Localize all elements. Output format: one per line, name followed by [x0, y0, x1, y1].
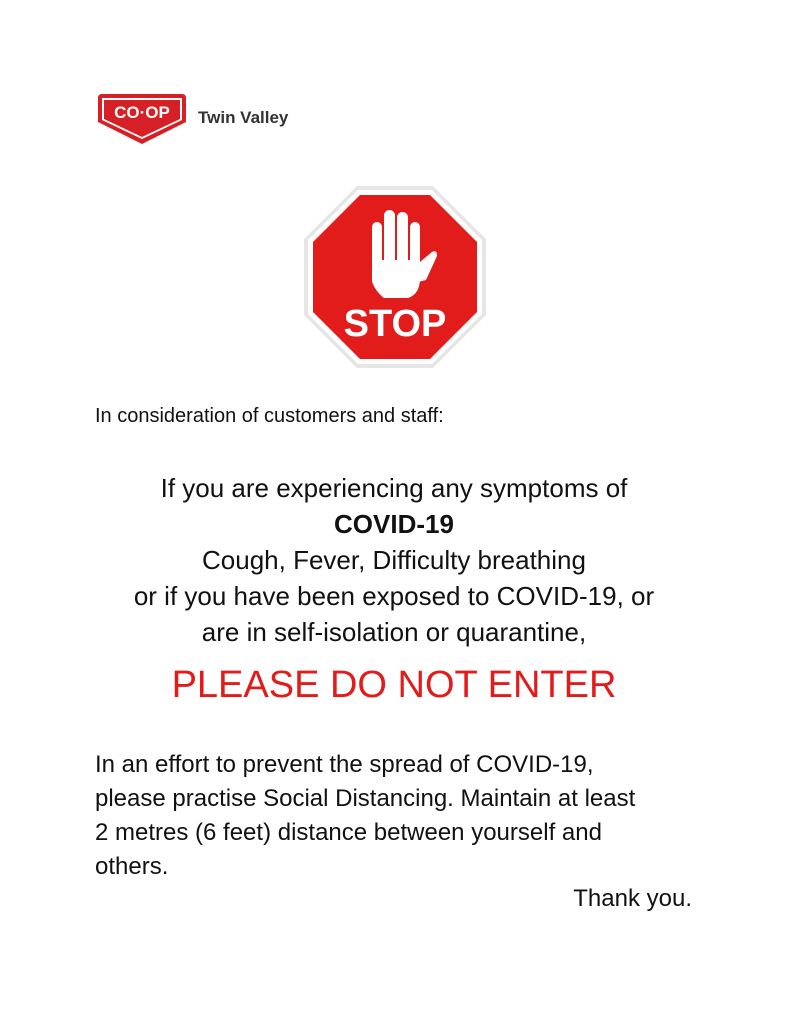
notice-line-5: are in self-isolation or quarantine, — [201, 617, 587, 647]
advice-line-1: In an effort to prevent the spread of COVID-19, — [95, 751, 594, 778]
closing-thanks: Thank you. — [573, 885, 692, 912]
notice-line-4: or if you have been exposed to COVID-19, or — [133, 581, 655, 611]
advice-line-3: 2 metres (6 feet) distance between yourself and — [95, 819, 602, 846]
coop-logo-icon — [94, 92, 190, 148]
coop-logo-lettering: CO·OP — [114, 103, 170, 122]
stop-hand-icon — [300, 182, 490, 372]
do-not-enter-warning: PLEASE DO NOT ENTER — [171, 664, 617, 706]
symptoms-notice — [60, 470, 728, 650]
coop-logo — [94, 92, 300, 148]
notice-symptoms: Cough, Fever, Difficulty breathing — [202, 545, 586, 575]
distancing-advice — [95, 748, 715, 884]
stop-sign — [300, 182, 490, 372]
notice-covid-heading: COVID-19 — [334, 509, 454, 539]
advice-line-4: others. — [95, 853, 169, 880]
intro-text: In consideration of customers and staff: — [95, 405, 444, 427]
notice-line-1: If you are experiencing any symptoms of — [160, 473, 628, 503]
brand-name: Twin Valley — [198, 108, 289, 127]
stop-label: STOP — [343, 303, 447, 345]
advice-line-2: please practise Social Distancing. Maintain at least — [95, 785, 636, 812]
